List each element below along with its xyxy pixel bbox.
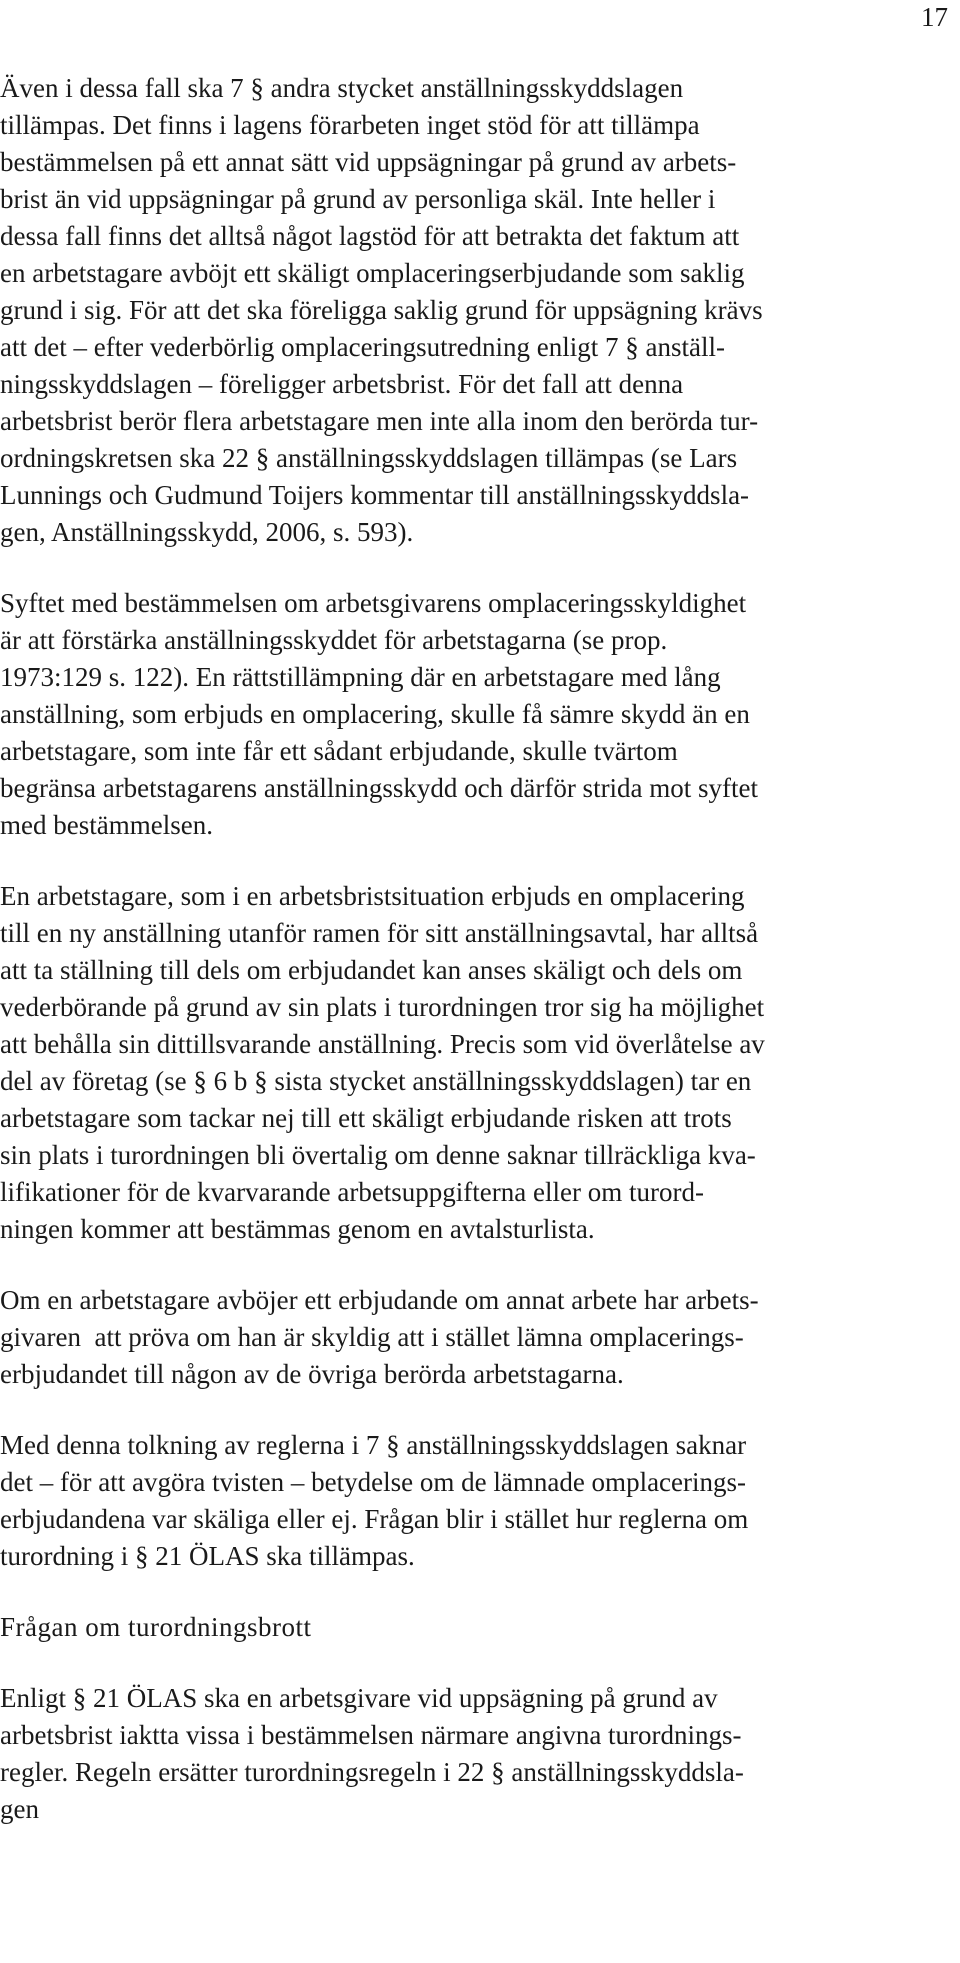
text-line: en arbetstagare avböjt ett skäligt omplaceringserbjudande som saklig: [0, 258, 745, 288]
text-line: arbetstagare som tackar nej till ett skäligt erbjudande risken att trots: [0, 1103, 732, 1133]
paragraph-final: [0, 1680, 952, 1828]
document-body: [0, 70, 952, 1862]
text-line: arbetstagare, som inte får ett sådant erbjudande, skulle tvärtom: [0, 736, 678, 766]
text-line: gen: [0, 1794, 39, 1824]
text-line: regler. Regeln ersätter turordningsregeln i 22 § anställningsskyddsla-: [0, 1757, 744, 1787]
text-line: turordning i § 21 ÖLAS ska tillämpas.: [0, 1541, 415, 1571]
text-line: Med denna tolkning av reglerna i 7 § anställningsskyddslagen saknar: [0, 1430, 747, 1460]
paragraph-1: [0, 70, 952, 551]
text-line: ningen kommer att bestämmas genom en avtalsturlista.: [0, 1214, 595, 1244]
text-line: Enligt § 21 ÖLAS ska en arbetsgivare vid uppsägning på grund av: [0, 1683, 718, 1713]
text-line: anställning, som erbjuds en omplacering, skulle få sämre skydd än en: [0, 699, 750, 729]
text-line: att behålla sin dittillsvarande anställning. Precis som vid överlåtelse av: [0, 1029, 765, 1059]
text-line: tillämpas. Det finns i lagens förarbeten inget stöd för att tillämpa: [0, 110, 700, 140]
text-line: erbjudandet till någon av de övriga berörda arbetstagarna.: [0, 1359, 624, 1389]
text-line: begränsa arbetstagarens anställningsskydd och därför strida mot syftet: [0, 773, 759, 803]
text-line: erbjudandena var skäliga eller ej. Frågan blir i stället hur reglerna om: [0, 1504, 749, 1534]
text-line: med bestämmelsen.: [0, 810, 213, 840]
text-line: att det – efter vederbörlig omplaceringsutredning enligt 7 § anställ-: [0, 332, 726, 362]
text-line: sin plats i turordningen bli övertalig om denne saknar tillräckliga kva-: [0, 1140, 756, 1170]
text-line: det – för att avgöra tvisten – betydelse om de lämnade omplacerings-: [0, 1467, 747, 1497]
text-line: gen, Anställningsskydd, 2006, s. 593).: [0, 517, 414, 547]
text-line: 1973:129 s. 122). En rättstillämpning där en arbetstagare med lång: [0, 662, 721, 692]
text-line: grund i sig. För att det ska föreligga saklig grund för uppsägning krävs: [0, 295, 763, 325]
text-line: till en ny anställning utanför ramen för sitt anställningsavtal, har alltså: [0, 918, 759, 948]
text-line: lifikationer för de kvarvarande arbetsuppgifterna eller om turord-: [0, 1177, 704, 1207]
text-line: Om en arbetstagare avböjer ett erbjudande om annat arbete har arbets-: [0, 1285, 759, 1315]
text-line: En arbetstagare, som i en arbetsbristsituation erbjuds en omplacering: [0, 881, 745, 911]
paragraph-2: [0, 585, 952, 844]
paragraph-5: [0, 1427, 952, 1575]
text-line: brist än vid uppsägningar på grund av personliga skäl. Inte heller i: [0, 184, 716, 214]
text-line: Även i dessa fall ska 7 § andra stycket anställningsskyddslagen: [0, 73, 684, 103]
text-line: är att förstärka anställningsskyddet för arbetstagarna (se prop.: [0, 625, 668, 655]
text-line: ordningskretsen ska 22 § anställningsskyddslagen tillämpas (se Lars: [0, 443, 738, 473]
text-line: bestämmelsen på ett annat sätt vid uppsägningar på grund av arbets-: [0, 147, 737, 177]
text-line: arbetsbrist berör flera arbetstagare men inte alla inom den berörda tur-: [0, 406, 759, 436]
page-number: 17: [921, 2, 948, 32]
text-line: Syftet med bestämmelsen om arbetsgivarens omplaceringsskyldighet: [0, 588, 747, 618]
text-line: givaren att pröva om han är skyldig att i stället lämna omplacerings-: [0, 1322, 744, 1352]
paragraph-4: [0, 1282, 952, 1393]
text-line: arbetsbrist iaktta vissa i bestämmelsen närmare angivna turordnings-: [0, 1720, 742, 1750]
text-line: del av företag (se § 6 b § sista stycket anställningsskyddslagen) tar en: [0, 1066, 752, 1096]
text-line: vederbörande på grund av sin plats i turordningen tror sig ha möjlighet: [0, 992, 765, 1022]
paragraph-3: [0, 878, 952, 1248]
text-line: Lunnings och Gudmund Toijers kommentar till anställningsskyddsla-: [0, 480, 750, 510]
text-line: dessa fall finns det alltså något lagstöd för att betrakta det faktum att: [0, 221, 740, 251]
text-line: ningsskyddslagen – föreligger arbetsbrist. För det fall att denna: [0, 369, 684, 399]
section-heading: Frågan om turordningsbrott: [0, 1612, 312, 1642]
text-line: att ta ställning till dels om erbjudandet kan anses skäligt och dels om: [0, 955, 743, 985]
